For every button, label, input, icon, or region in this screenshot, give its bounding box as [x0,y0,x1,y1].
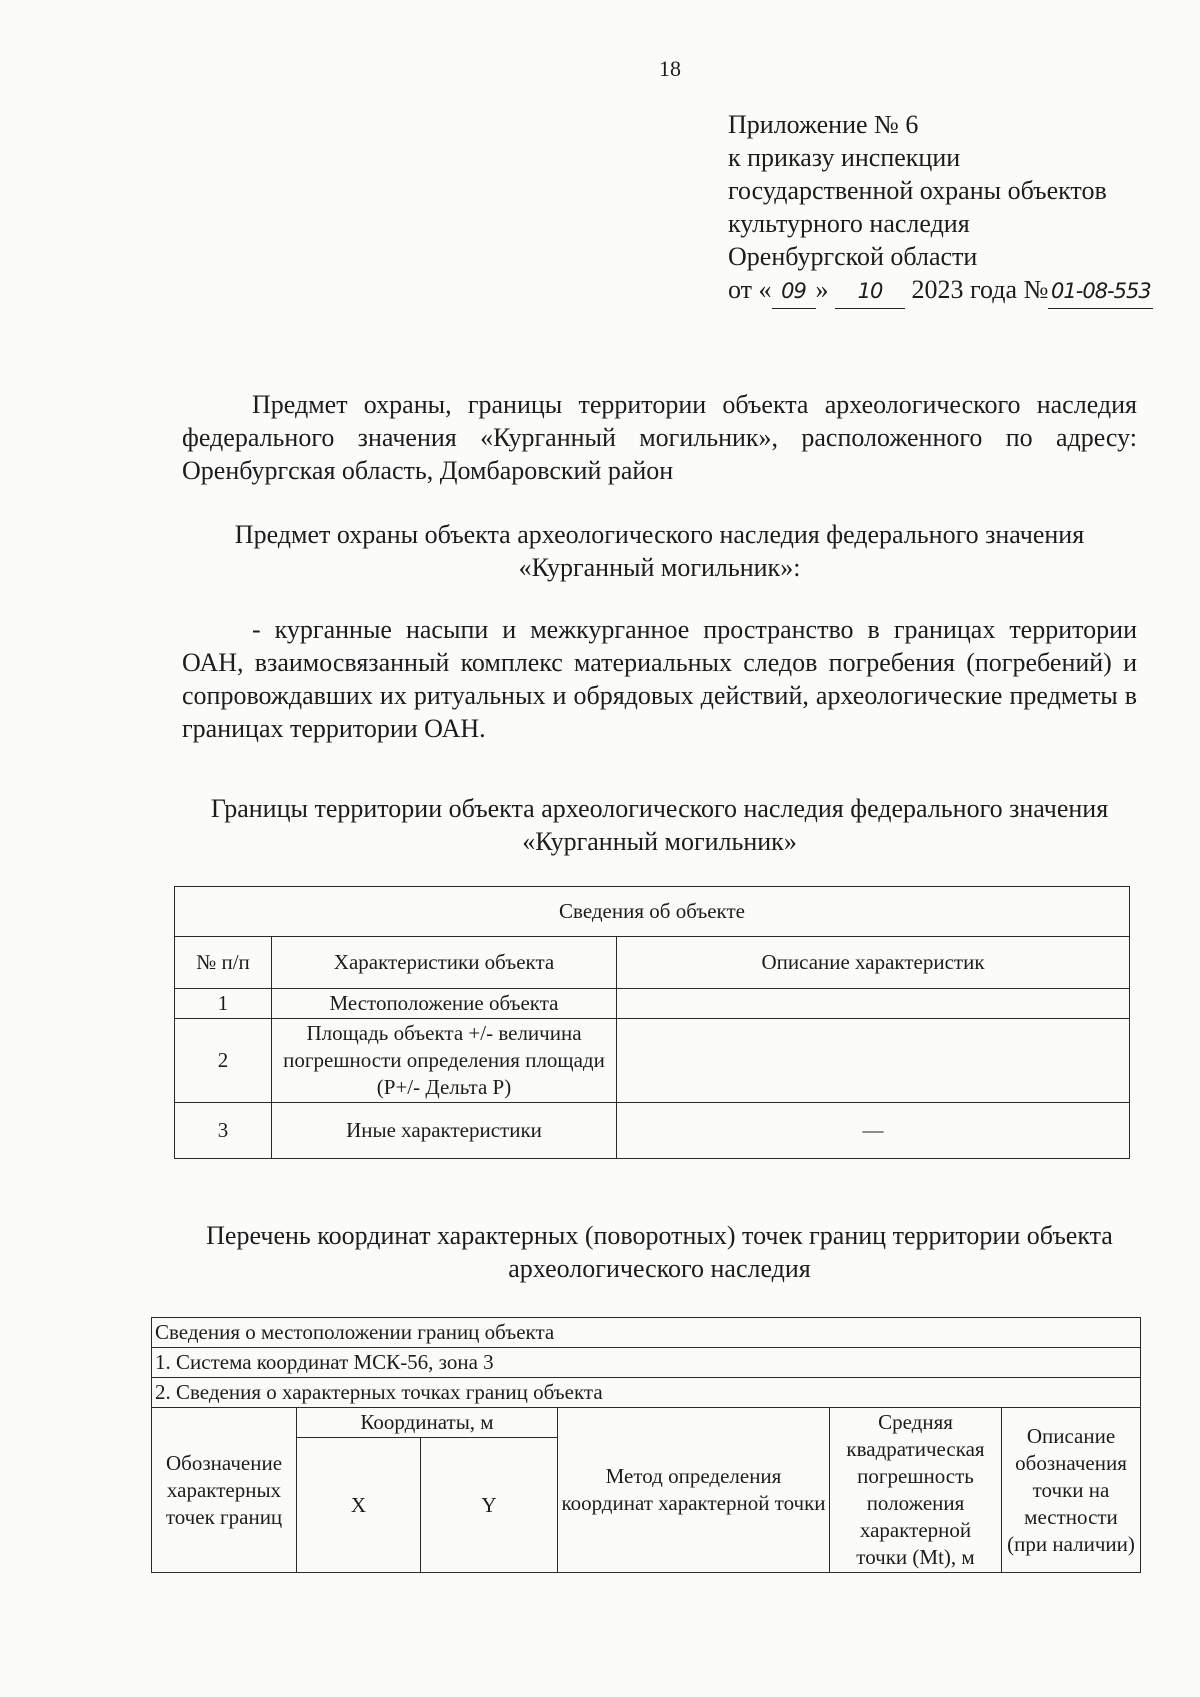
table-row [175,1103,1130,1159]
order-number-handwritten: 01-08-553 [1048,275,1153,309]
coordinate-system-row: 1. Система координат МСК-56, зона 3 [152,1348,1141,1378]
date-mid: » [815,275,836,304]
protection-subject-text: - курганные насыпи и межкурганное пространство в границах территории ОАН, взаимосвязанный комплекс материальных следов погребения (погребений) и сопровождавших их ритуальных и обрядовых действий, археологические предметы в границах территории ОАН. [182,615,1137,743]
row-description [617,1019,1130,1103]
header-x: X [297,1438,421,1573]
coordinates-heading: Перечень координат характерных (поворотных) точек границ территории объекта археологического наследия [206,1221,1113,1283]
order-date-line [728,273,1153,309]
header-y: Y [421,1438,558,1573]
row-characteristic: Местоположение объекта [272,989,617,1019]
header-error: Средняя квадратическая погрешность положения характерной точки (Mt), м [830,1408,1002,1573]
row-characteristic: Площадь объекта +/- величина погрешности определения площади (Р+/- Дельта Р) [272,1019,617,1103]
location-info-row: Сведения о местоположении границ объекта [152,1318,1141,1348]
appendix-line: к приказу инспекции [728,143,961,172]
date-month-handwritten: 10 [835,275,905,309]
header-point-description: Описание обозначения точки на местности (при наличии) [1002,1408,1141,1573]
row-number: 1 [175,989,272,1019]
appendix-line: Оренбургской области [728,242,978,271]
header-description: Описание характеристик [617,937,1130,989]
row-number: 2 [175,1019,272,1103]
row-description [617,989,1130,1019]
header-coordinates: Координаты, м [297,1408,558,1438]
object-table-caption: Сведения об объекте [175,887,1130,937]
row-number: 3 [175,1103,272,1159]
object-info-table [174,886,1130,1159]
header-number: № п/п [175,937,272,989]
header-designation: Обозначение характерных точек границ [152,1408,297,1573]
appendix-line: Приложение № 6 [728,110,919,139]
date-day-handwritten: 09 [772,275,816,309]
table-row [175,989,1130,1019]
row-characteristic: Иные характеристики [272,1103,617,1159]
page-number: 18 [659,56,681,81]
points-info-row: 2. Сведения о характерных точках границ объекта [152,1378,1141,1408]
table-row [175,1019,1130,1103]
header-characteristic: Характеристики объекта [272,937,617,989]
coordinates-table [151,1317,1141,1573]
date-prefix: от « [728,275,772,304]
document-title: Предмет охраны, границы территории объекта археологического наследия федерального значения «Курганный могильник», расположенного по адресу: Оренбургская область, Домбаровский район [182,390,1137,485]
date-year: 2023 года № [905,275,1049,304]
appendix-header [728,108,1153,309]
protection-subject-heading: Предмет охраны объекта археологического наследия федерального значения «Курганный могильник»: [234,520,1085,582]
row-description: — [617,1103,1130,1159]
appendix-line: культурного наследия [728,209,970,238]
boundaries-heading: Границы территории объекта археологического наследия федерального значения «Курганный могильник» [210,794,1109,856]
appendix-line: государственной охраны объектов [728,176,1107,205]
header-method: Метод определения координат характерной точки [558,1408,830,1573]
